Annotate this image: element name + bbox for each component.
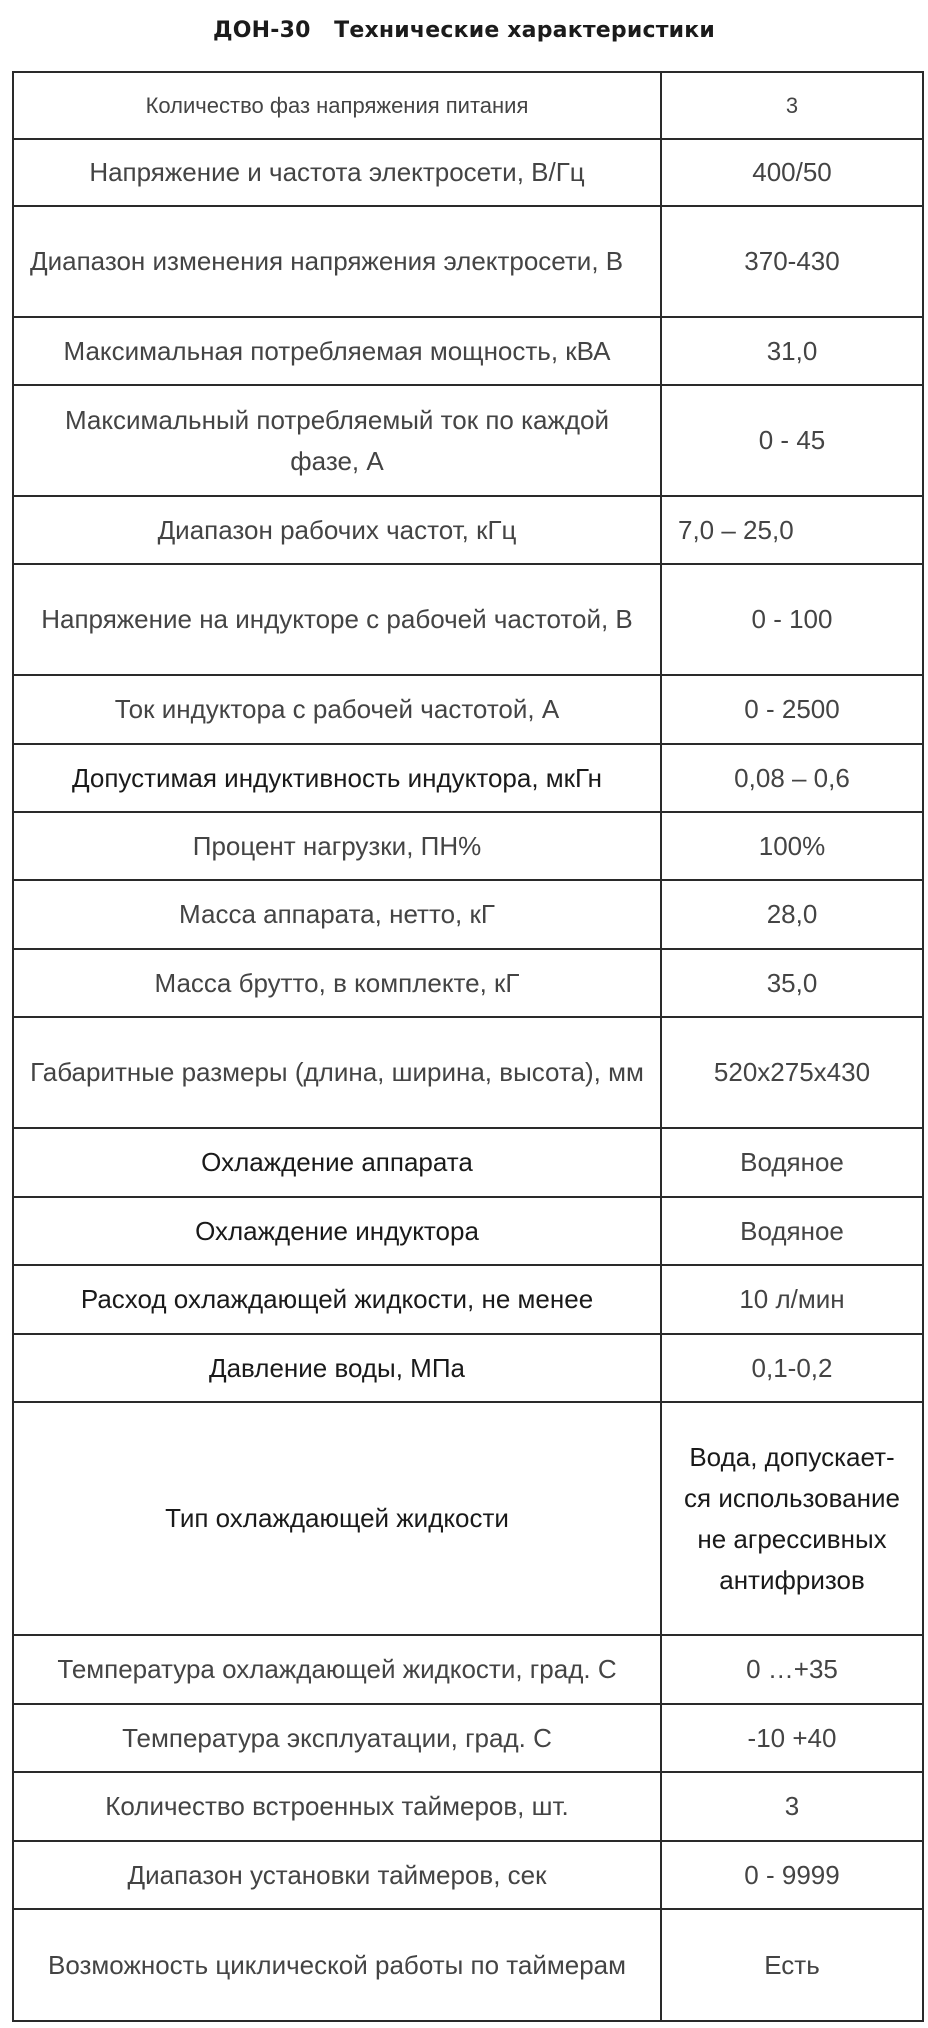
parameter-cell: Температура эксплуатации, град. С xyxy=(13,1704,661,1772)
value-cell: 0 - 9999 xyxy=(661,1841,923,1909)
parameter-cell: Расход охлаждающей жидкости, не менее xyxy=(13,1265,661,1334)
table-row xyxy=(13,317,923,385)
parameter-cell: Количество фаз напряжения питания xyxy=(13,72,661,139)
value-cell: 100% xyxy=(661,812,923,880)
table-row xyxy=(13,1402,923,1635)
value-cell: 0,1-0,2 xyxy=(661,1334,923,1402)
value-cell: 3 xyxy=(661,72,923,139)
table-row xyxy=(13,880,923,949)
parameter-cell: Диапазон установки таймеров, сек xyxy=(13,1841,661,1909)
table-row xyxy=(13,206,923,317)
value-cell: 0,08 – 0,6 xyxy=(661,744,923,812)
specifications-table xyxy=(12,71,924,2022)
parameter-cell: Процент нагрузки, ПН% xyxy=(13,812,661,880)
value-cell: 0 - 2500 xyxy=(661,675,923,744)
parameter-cell: Напряжение и частота электросети, В/Гц xyxy=(13,139,661,206)
parameter-cell: Охлаждение аппарата xyxy=(13,1128,661,1197)
value-cell: 0 - 45 xyxy=(661,385,923,496)
table-row xyxy=(13,812,923,880)
table-row xyxy=(13,1128,923,1197)
value-cell: 400/50 xyxy=(661,139,923,206)
parameter-cell: Тип охлаждающей жидкости xyxy=(13,1402,661,1635)
parameter-cell: Давление воды, МПа xyxy=(13,1334,661,1402)
table-row xyxy=(13,1841,923,1909)
parameter-cell: Диапазон изменения напряжения электросети, В xyxy=(13,206,661,317)
value-cell: -10 +40 xyxy=(661,1704,923,1772)
value-cell: Водяное xyxy=(661,1197,923,1265)
parameter-cell: Максимальная потребляемая мощность, кВА xyxy=(13,317,661,385)
table-row xyxy=(13,1909,923,2021)
parameter-cell: Количество встроенных таймеров, шт. xyxy=(13,1772,661,1841)
table-row xyxy=(13,1334,923,1402)
table-row xyxy=(13,1772,923,1841)
parameter-cell: Диапазон рабочих частот, кГц xyxy=(13,496,661,564)
table-row xyxy=(13,744,923,812)
table-row xyxy=(13,72,923,139)
parameter-cell: Температура охлаждающей жидкости, град. С xyxy=(13,1635,661,1704)
value-cell: 3 xyxy=(661,1772,923,1841)
parameter-cell: Масса аппарата, нетто, кГ xyxy=(13,880,661,949)
value-cell: 7,0 – 25,0 xyxy=(661,496,923,564)
table-row xyxy=(13,1635,923,1704)
parameter-cell: Габаритные размеры (длина, ширина, высота), мм xyxy=(13,1017,661,1128)
value-cell: Вода, допускает-ся использование не агрессивных антифризов xyxy=(661,1402,923,1635)
value-cell: 370-430 xyxy=(661,206,923,317)
table-row xyxy=(13,564,923,675)
table-row xyxy=(13,949,923,1017)
value-cell: 0 - 100 xyxy=(661,564,923,675)
table-row xyxy=(13,1265,923,1334)
parameter-cell: Допустимая индуктивность индуктора, мкГн xyxy=(13,744,661,812)
value-cell: Есть xyxy=(661,1909,923,2021)
value-cell: Водяное xyxy=(661,1128,923,1197)
table-row xyxy=(13,1197,923,1265)
parameter-cell: Охлаждение индуктора xyxy=(13,1197,661,1265)
value-cell: 520х275х430 xyxy=(661,1017,923,1128)
table-row xyxy=(13,496,923,564)
table-row xyxy=(13,139,923,206)
value-cell: 10 л/мин xyxy=(661,1265,923,1334)
parameter-cell: Напряжение на индукторе с рабочей частотой, В xyxy=(13,564,661,675)
value-cell: 35,0 xyxy=(661,949,923,1017)
parameter-cell: Максимальный потребляемый ток по каждой фазе, А xyxy=(13,385,661,496)
table-row xyxy=(13,675,923,744)
value-cell: 31,0 xyxy=(661,317,923,385)
value-cell: 28,0 xyxy=(661,880,923,949)
table-row xyxy=(13,385,923,496)
page-title: ДОН-30 Технические характеристики xyxy=(212,18,716,43)
value-cell: 0 …+35 xyxy=(661,1635,923,1704)
table-row xyxy=(13,1704,923,1772)
parameter-cell: Ток индуктора с рабочей частотой, А xyxy=(13,675,661,744)
table-row xyxy=(13,1017,923,1128)
parameter-cell: Масса брутто, в комплекте, кГ xyxy=(13,949,661,1017)
parameter-cell: Возможность циклической работы по таймерам xyxy=(13,1909,661,2021)
